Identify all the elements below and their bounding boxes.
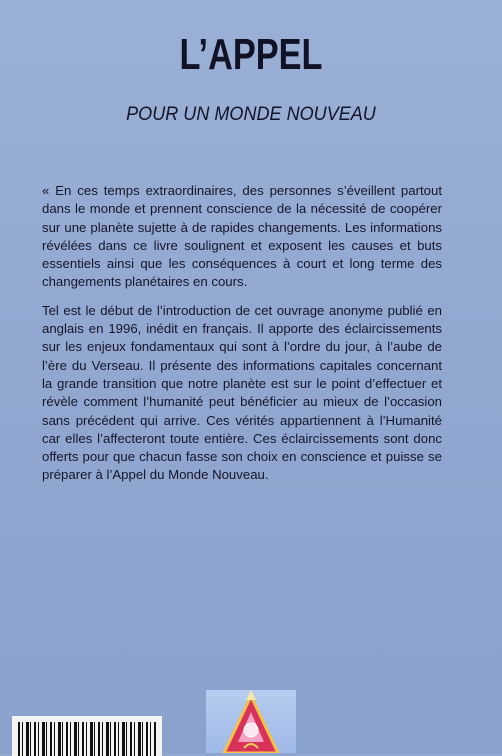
- emblem-graphic: [206, 690, 296, 753]
- book-subtitle: POUR UN MONDE NOUVEAU: [126, 104, 376, 125]
- barcode-bars: [18, 722, 156, 756]
- blurb-text: [42, 182, 442, 495]
- barcode-icon: [12, 716, 162, 756]
- book-title: L’APPEL: [179, 30, 323, 79]
- blurb-paragraph: « En ces temps extraordinaires, des personnes s’éveillent partout dans le monde et prennent conscience de la nécessité de coopérer sur une planète sujette à de rapides changements. Les informations révélées dans ce livre soulignent et exposent les causes et buts essentiels ainsi que les conséquences à court et long terme des changements planétaires en cours.: [42, 183, 442, 290]
- blurb-paragraph: Tel est le début de l’introduction de cet ouvrage anonyme publié en anglais en 1996, inédit en français. Il apporte des éclaircissements sur les enjeux fondamentaux qui sont à l’ordre du jour, à l’aube de l’ère du Verseau. Il présente des informations capitales concernant la grande transition que notre planète est sur le point d’effectuer et révèle comment l’humanité peut bénéficier au mieux de l’occasion sans précédent qui arrive. Ces vérités appartiennent à l’Humanité car elles l’affecteront toute entière. Ces éclaircissements sont donc offerts pour que chacun fasse son choix en conscience et puisse se préparer à l’Appel du Monde Nouveau.: [42, 302, 442, 483]
- pyramid-emblem-icon: [206, 690, 296, 753]
